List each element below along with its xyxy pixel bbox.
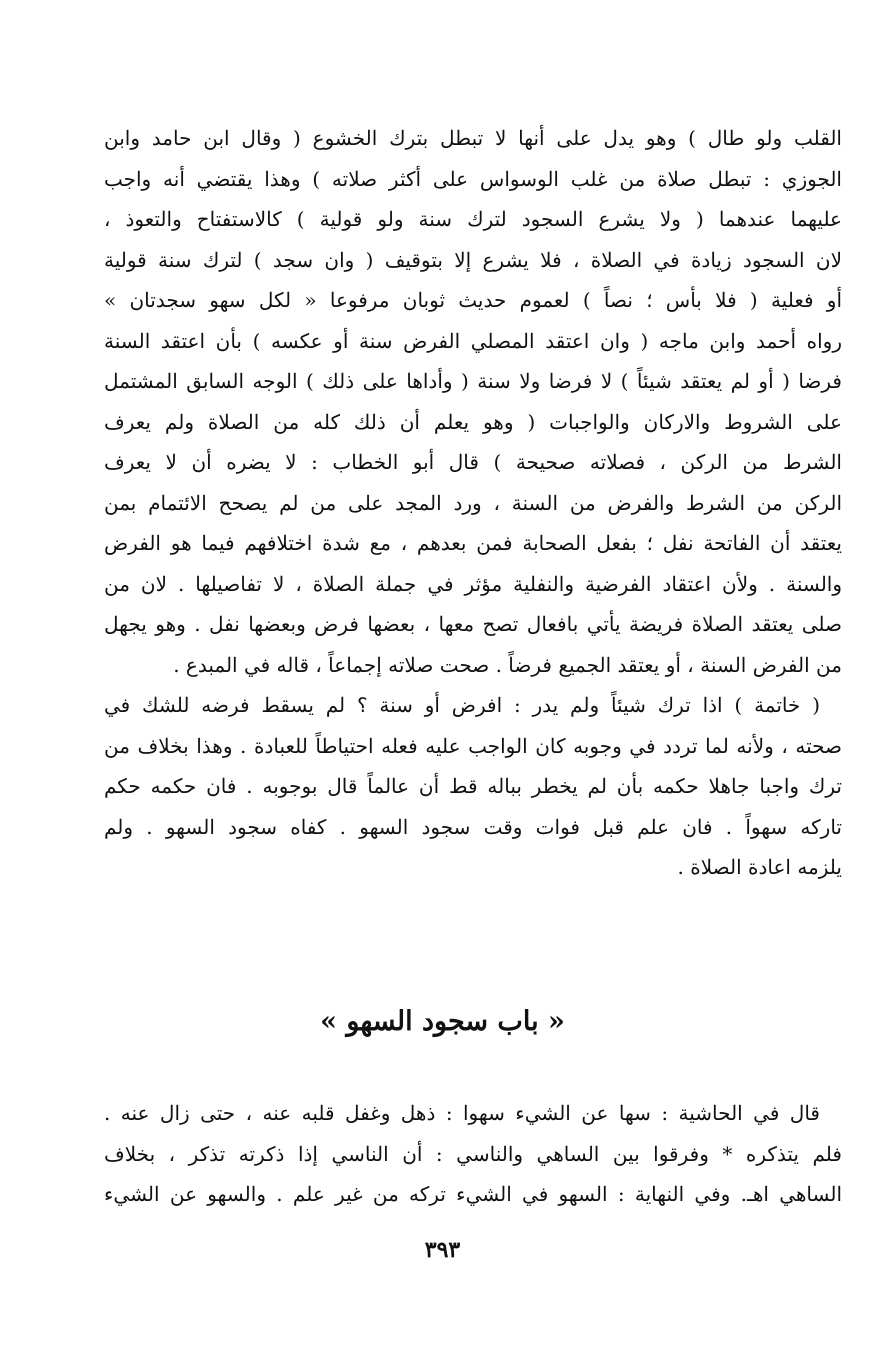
text-line: تاركه سهواً . فان علم قبل فوات وقت سجود السهو . كفاه سجود السهو . ولم <box>104 814 842 839</box>
text-line: الجوزي : تبطل صلاة من غلب الوسواس على أكثر صلاته ) وهذا يقتضي أنه واجب <box>104 166 842 191</box>
text-line: يعتقد أن الفاتحة نفل ؛ بفعل الصحابة فمن بعدهم ، مع شدة اختلافهم فيما هو الفرض <box>104 531 842 555</box>
text-line: فرضا ( أو لم يعتقد شيئاً ) لا فرضا ولا سنة ( وأداها على ذلك ) الوجه السابق المشتمل <box>104 369 842 393</box>
text-line: والسنة . ولأن اعتقاد الفرضية والنفلية مؤثر في جملة الصلاة ، لا تفاصيلها . لان من <box>104 571 842 596</box>
notes-text-block <box>104 1093 842 1215</box>
text-line: يلزمه اعادة الصلاة . <box>677 855 842 879</box>
text-line: من الفرض السنة ، أو يعتقد الجميع فرضاً . صحت صلاته إجماعاً ، قاله في المبدع . <box>173 652 842 677</box>
text-line: الساهي اهـ. وفي النهاية : السهو في الشيء تركه من غير علم . والسهو عن الشيء <box>104 1182 842 1206</box>
page-number: ٣٩٣ <box>424 1237 461 1263</box>
text-line: أو فعلية ( فلا بأس ؛ نصاً ) لعموم حديث ثوبان مرفوعا « لكل سهو سجدتان » <box>104 288 842 312</box>
text-line: الشرط من الركن ، فصلاته صحيحة ) قال أبو الخطاب : لا يضره أن لا يعرف <box>104 450 842 474</box>
text-line: عليهما عندهما ( ولا يشرع السجود لترك سنة ولو قولية ) كالاستفتاح والتعوذ ، <box>104 207 842 231</box>
text-line: رواه أحمد وابن ماجه ( وان اعتقد المصلي الفرض سنة أو عكسه ) بأن اعتقد السنة <box>104 328 842 353</box>
text-line: القلب ولو طال ) وهو يدل على أنها لا تبطل بترك الخشوع ( وقال ابن حامد وابن <box>104 126 842 150</box>
text-line: صلى يعتقد الصلاة فريضة يأتي بافعال تصح معها ، بعضها فرض وبعضها نفل . وهو يجهل <box>104 612 842 636</box>
text-line: على الشروط والاركان والواجبات ( وهو يعلم أن ذلك كله من الصلاة ولم يعرف <box>104 409 842 434</box>
text-line: فلم يتذكره * وفرقوا بين الساهي والناسي : أن الناسي إذا ذكرته تذكر ، بخلاف <box>104 1141 842 1166</box>
main-text-block <box>104 118 842 888</box>
text-line: قال في الحاشية : سها عن الشيء سهوا : ذهل وغفل قلبه عنه ، حتى زال عنه . <box>104 1101 820 1125</box>
text-line: صحته ، ولأنه لما تردد في وجوبه كان الواجب عليه فعله احتياطاً للعبادة . وهذا بخلاف من <box>104 733 842 758</box>
text-line: لان السجود زيادة في الصلاة ، فلا يشرع إلا بتوقيف ( وان سجد ) لترك سنة قولية <box>104 247 842 272</box>
text-line: الركن من الشرط والفرض من السنة ، ورد المجد على من لم يصحح الائتمام بمن <box>104 490 842 515</box>
text-line: ( خاتمة ) اذا ترك شيئاً ولم يدر : افرض أو سنة ؟ لم يسقط فرضه للشك في <box>104 693 820 717</box>
section-heading: « باب سجود السهو » <box>320 1006 565 1037</box>
text-line: ترك واجبا جاهلا حكمه بأن لم يخطر بباله قط أن عالماً قال بوجوبه . فان حكمه حكم <box>104 774 842 798</box>
